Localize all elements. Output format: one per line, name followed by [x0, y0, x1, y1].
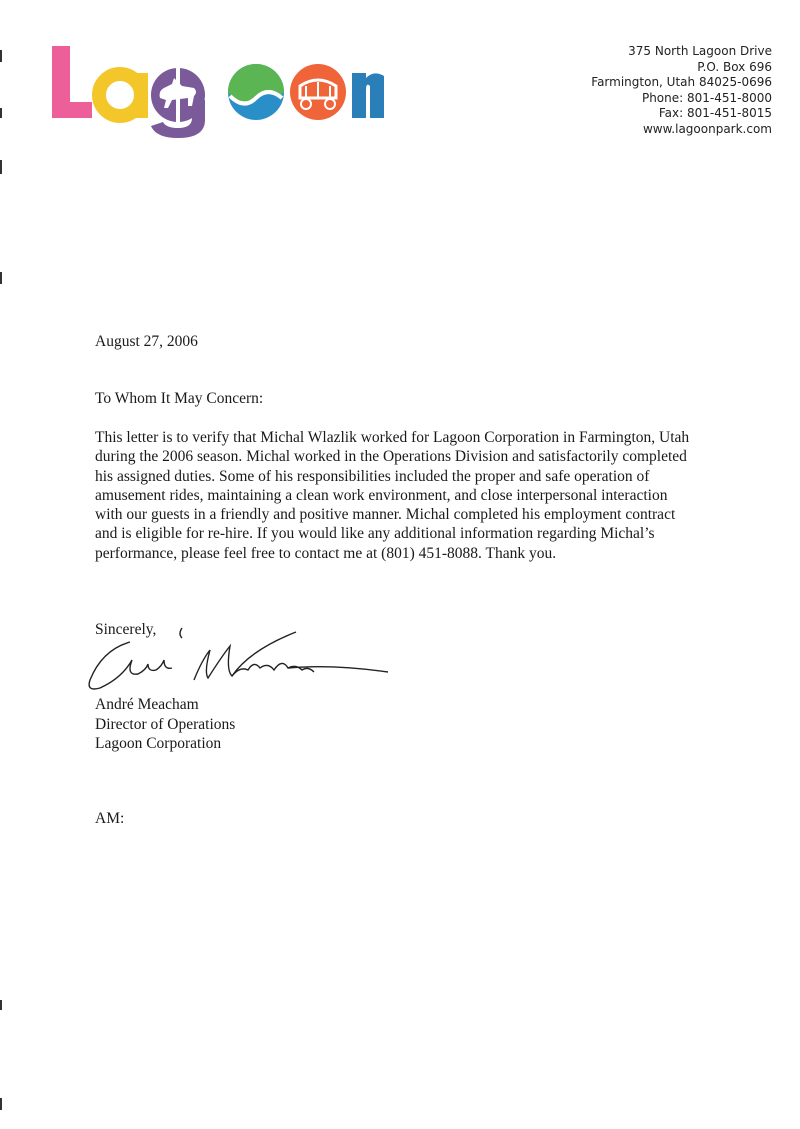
address-fax: Fax: 801-451-8015	[658, 106, 772, 120]
body-line: with our guests in a friendly and positive manner. Michal completed his employment contract	[95, 506, 676, 524]
address-street: 375 North Lagoon Drive	[628, 44, 772, 58]
body-line: This letter is to verify that Michal Wlazlik worked for Lagoon Corporation in Farmington, Utah	[95, 429, 690, 446]
scan-mark	[0, 108, 2, 118]
scan-mark	[0, 50, 2, 62]
body-line: and is eligible for re-hire. If you would like any additional information regarding Michal’s	[95, 525, 655, 543]
body-line: amusement rides, maintaining a clean work environment, and close interpersonal interaction	[95, 486, 668, 504]
scan-mark	[0, 1000, 2, 1010]
logo-text: Lagoon	[48, 40, 52, 41]
letterhead-address	[591, 44, 772, 137]
scan-mark	[0, 160, 2, 174]
scan-mark	[0, 1098, 2, 1110]
signer-block	[95, 695, 735, 754]
body-line: his assigned duties. Some of his responsibilities included the proper and safe operation of	[95, 467, 650, 485]
address-website: www.lagoonpark.com	[642, 121, 772, 136]
scan-mark	[0, 272, 2, 284]
address-po-box: P.O. Box 696	[697, 59, 772, 74]
body-line: during the 2006 season. Michal worked in the Operations Division and satisfactorily completed	[95, 448, 687, 466]
letter-closing: Sincerely,	[95, 621, 157, 638]
letter-date: August 27, 2006	[95, 333, 198, 350]
letter-body	[95, 428, 735, 563]
signer-title: Director of Operations	[95, 715, 236, 733]
address-phone: Phone: 801-451-8000	[641, 90, 772, 105]
signer-name: André Meacham	[95, 696, 199, 713]
signer-company: Lagoon Corporation	[95, 735, 222, 752]
handwritten-signature	[82, 620, 402, 700]
reference-initials: AM:	[95, 810, 125, 827]
letter-salutation: To Whom It May Concern:	[95, 390, 264, 407]
body-line: performance, please feel free to contact me at (801) 451-8088. Thank you.	[95, 544, 557, 562]
lagoon-logo	[48, 40, 388, 140]
address-city: Farmington, Utah 84025-0696	[591, 75, 772, 89]
